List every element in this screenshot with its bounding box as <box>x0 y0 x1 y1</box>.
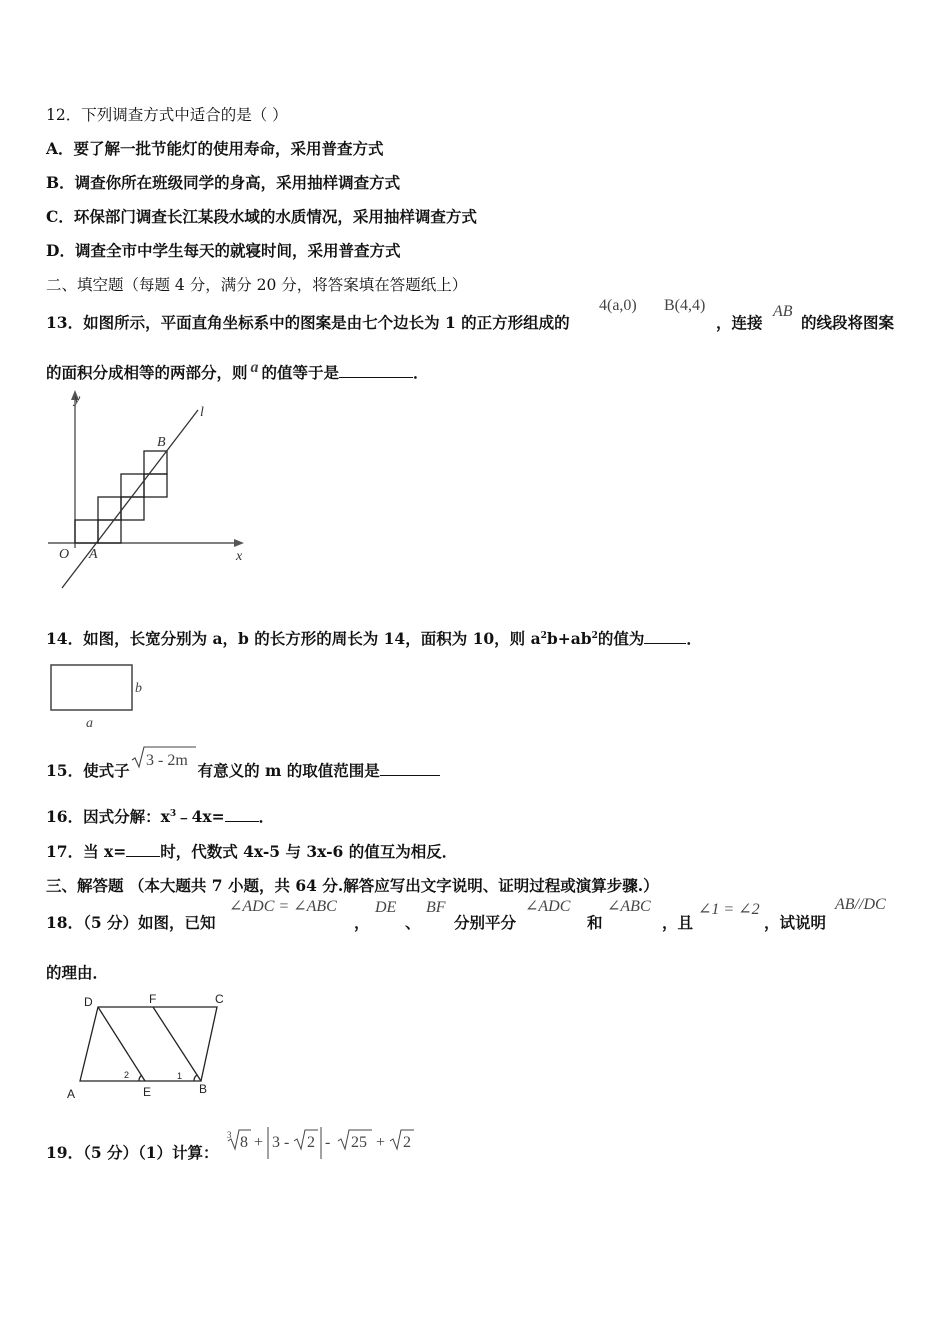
q13-point-a: 4(a,0) <box>599 297 637 314</box>
label-origin: O <box>59 547 70 562</box>
abs-inner-a: 3 - <box>272 1134 290 1151</box>
q16-pre: 16．因式分解：x <box>46 807 170 826</box>
q16-sup: 3 <box>169 808 177 819</box>
label-point-a: A <box>89 547 98 562</box>
q13-end: ． <box>413 363 429 382</box>
q12-option-a: A．要了解一批节能灯的使用寿命，采用普查方式 <box>46 139 384 158</box>
x-axis-arrow <box>234 539 244 547</box>
q13-text-5: 的值等于是 <box>261 363 340 382</box>
rectangle <box>51 665 132 710</box>
q18-figure <box>60 990 240 1106</box>
q19-expression <box>224 1124 424 1164</box>
q12-option-c: C．环保部门调查长江某段水域的水质情况，采用抽样调查方式 <box>46 207 477 226</box>
q13-point-b: B(4,4) <box>664 297 706 314</box>
section-2-header: 二、填空题（每题 4 分，满分 20 分，将答案填在答题纸上） <box>46 276 468 294</box>
q13-text-1: 13．如图所示，平面直角坐标系中的图案是由七个边长为 1 的正方形组成的 <box>46 313 570 332</box>
q18-adc: ∠ADC <box>525 898 571 915</box>
q15-line <box>46 759 440 781</box>
square-3 <box>98 497 121 520</box>
q14-sup-2: 2 <box>591 630 598 641</box>
q14-answer-blank <box>644 642 686 644</box>
label-angle-2: 2 <box>124 1070 130 1080</box>
square-1 <box>75 520 98 543</box>
q14-text-b: b+ab <box>546 629 592 648</box>
label-b: B <box>199 1082 208 1096</box>
q15-post: 有意义的 m 的取值范围是 <box>197 761 380 780</box>
q15-answer-blank <box>380 774 440 776</box>
q13-seg-ab: AB <box>773 303 793 320</box>
label-a: A <box>67 1087 76 1101</box>
label-a: a <box>86 716 93 731</box>
q16-post: ﹣4x= <box>176 807 225 826</box>
square-6 <box>144 474 167 497</box>
sqrt2-arg: 2 <box>403 1134 411 1151</box>
q18-comma1: ， <box>354 913 370 932</box>
q13-line1 <box>46 311 570 333</box>
q14-figure <box>46 660 156 734</box>
q18-parallel: AB//DC <box>835 896 886 913</box>
sqrt25-arg: 25 <box>351 1134 367 1151</box>
cbrt-index: 3 <box>227 1130 232 1140</box>
q18-bf: BF <box>426 899 446 916</box>
q15-radical <box>130 745 200 771</box>
label-x: x <box>236 549 243 564</box>
q13-text-2: ，连接 <box>716 313 763 332</box>
angle-2-arc <box>139 1075 142 1081</box>
section-3-header: 三、解答题 （本大题共 7 小题，共 64 分.解答应写出文字说明、证明过程或演算步骤.） <box>46 876 659 895</box>
q18-tail: ，试说明 <box>764 913 827 932</box>
q17-pre: 17．当 x= <box>46 842 127 861</box>
q13-answer-blank <box>339 376 413 378</box>
q12-option-b: B．调查你所在班级同学的身高，采用抽样调查方式 <box>46 173 401 192</box>
q18-line2: 的理由． <box>46 963 109 982</box>
label-d: D <box>84 995 93 1009</box>
q17-answer-blank <box>126 855 160 857</box>
q13-var-a: a <box>250 359 259 376</box>
label-line-l: l <box>200 405 204 420</box>
plus-1: + <box>254 1134 264 1151</box>
q18-comma2: ，且 <box>662 913 694 932</box>
q13-text-4: 的面积分成相等的两部分，则 <box>46 363 248 382</box>
q15-radicand: 3 - 2m <box>146 752 188 769</box>
square-4 <box>121 497 144 520</box>
q13-figure <box>44 388 254 598</box>
q16-end: ． <box>258 807 275 826</box>
q18-pre: 18．（5 分）如图，已知 <box>46 913 216 932</box>
cbrt-arg: 8 <box>240 1134 248 1151</box>
q18-abc: ∠ABC <box>607 898 651 915</box>
minus: - <box>325 1134 331 1151</box>
line-l <box>62 410 198 588</box>
q12-stem: 12．下列调查方式中适合的是（ ） <box>46 106 288 124</box>
q13-text-3: 的线段将图案 <box>801 313 895 332</box>
q14-text-c: 的值为 <box>597 629 645 648</box>
q18-sep: 、 <box>405 913 421 932</box>
square-2 <box>98 520 121 543</box>
parallelogram-abcd <box>80 1007 217 1081</box>
q18-eq1: ∠ADC = ∠ABC <box>229 898 337 915</box>
label-e: E <box>143 1085 152 1099</box>
q18-mid: 分别平分 <box>454 913 517 932</box>
label-y: y <box>74 392 81 407</box>
plus-2: + <box>376 1134 386 1151</box>
label-angle-1: 1 <box>177 1071 183 1081</box>
label-f: F <box>149 992 157 1006</box>
label-point-b: B <box>157 435 166 450</box>
q13-line2 <box>46 361 429 383</box>
q17-line <box>46 840 457 862</box>
q17-post: 时，代数式 4x-5 与 3x-6 的值互为相反． <box>160 842 458 861</box>
q14-sup-1: 2 <box>540 630 547 641</box>
q18-de: DE <box>375 899 397 916</box>
label-b: b <box>135 681 142 696</box>
label-c: C <box>215 992 224 1006</box>
q12-option-d: D．调查全市中学生每天的就寝时间，采用普查方式 <box>46 241 401 260</box>
q18-eq2: ∠1 = ∠2 <box>698 901 760 918</box>
abs-inner-b: 2 <box>307 1134 315 1151</box>
q14-end: ． <box>686 629 702 648</box>
q18-and: 和 <box>587 913 603 932</box>
q15-pre: 15．使式子 <box>46 761 130 780</box>
q19-pre: 19．（5 分）（1）计算： <box>46 1143 219 1162</box>
q16-line <box>46 805 274 827</box>
angle-1-arc <box>194 1075 197 1081</box>
segment-bf <box>153 1007 201 1081</box>
q14-line <box>46 627 702 649</box>
q14-text-a: 14．如图，长宽分别为 a，b 的长方形的周长为 14，面积为 10，则 a <box>46 629 541 648</box>
segment-de <box>98 1007 145 1081</box>
q16-answer-blank <box>225 820 259 822</box>
